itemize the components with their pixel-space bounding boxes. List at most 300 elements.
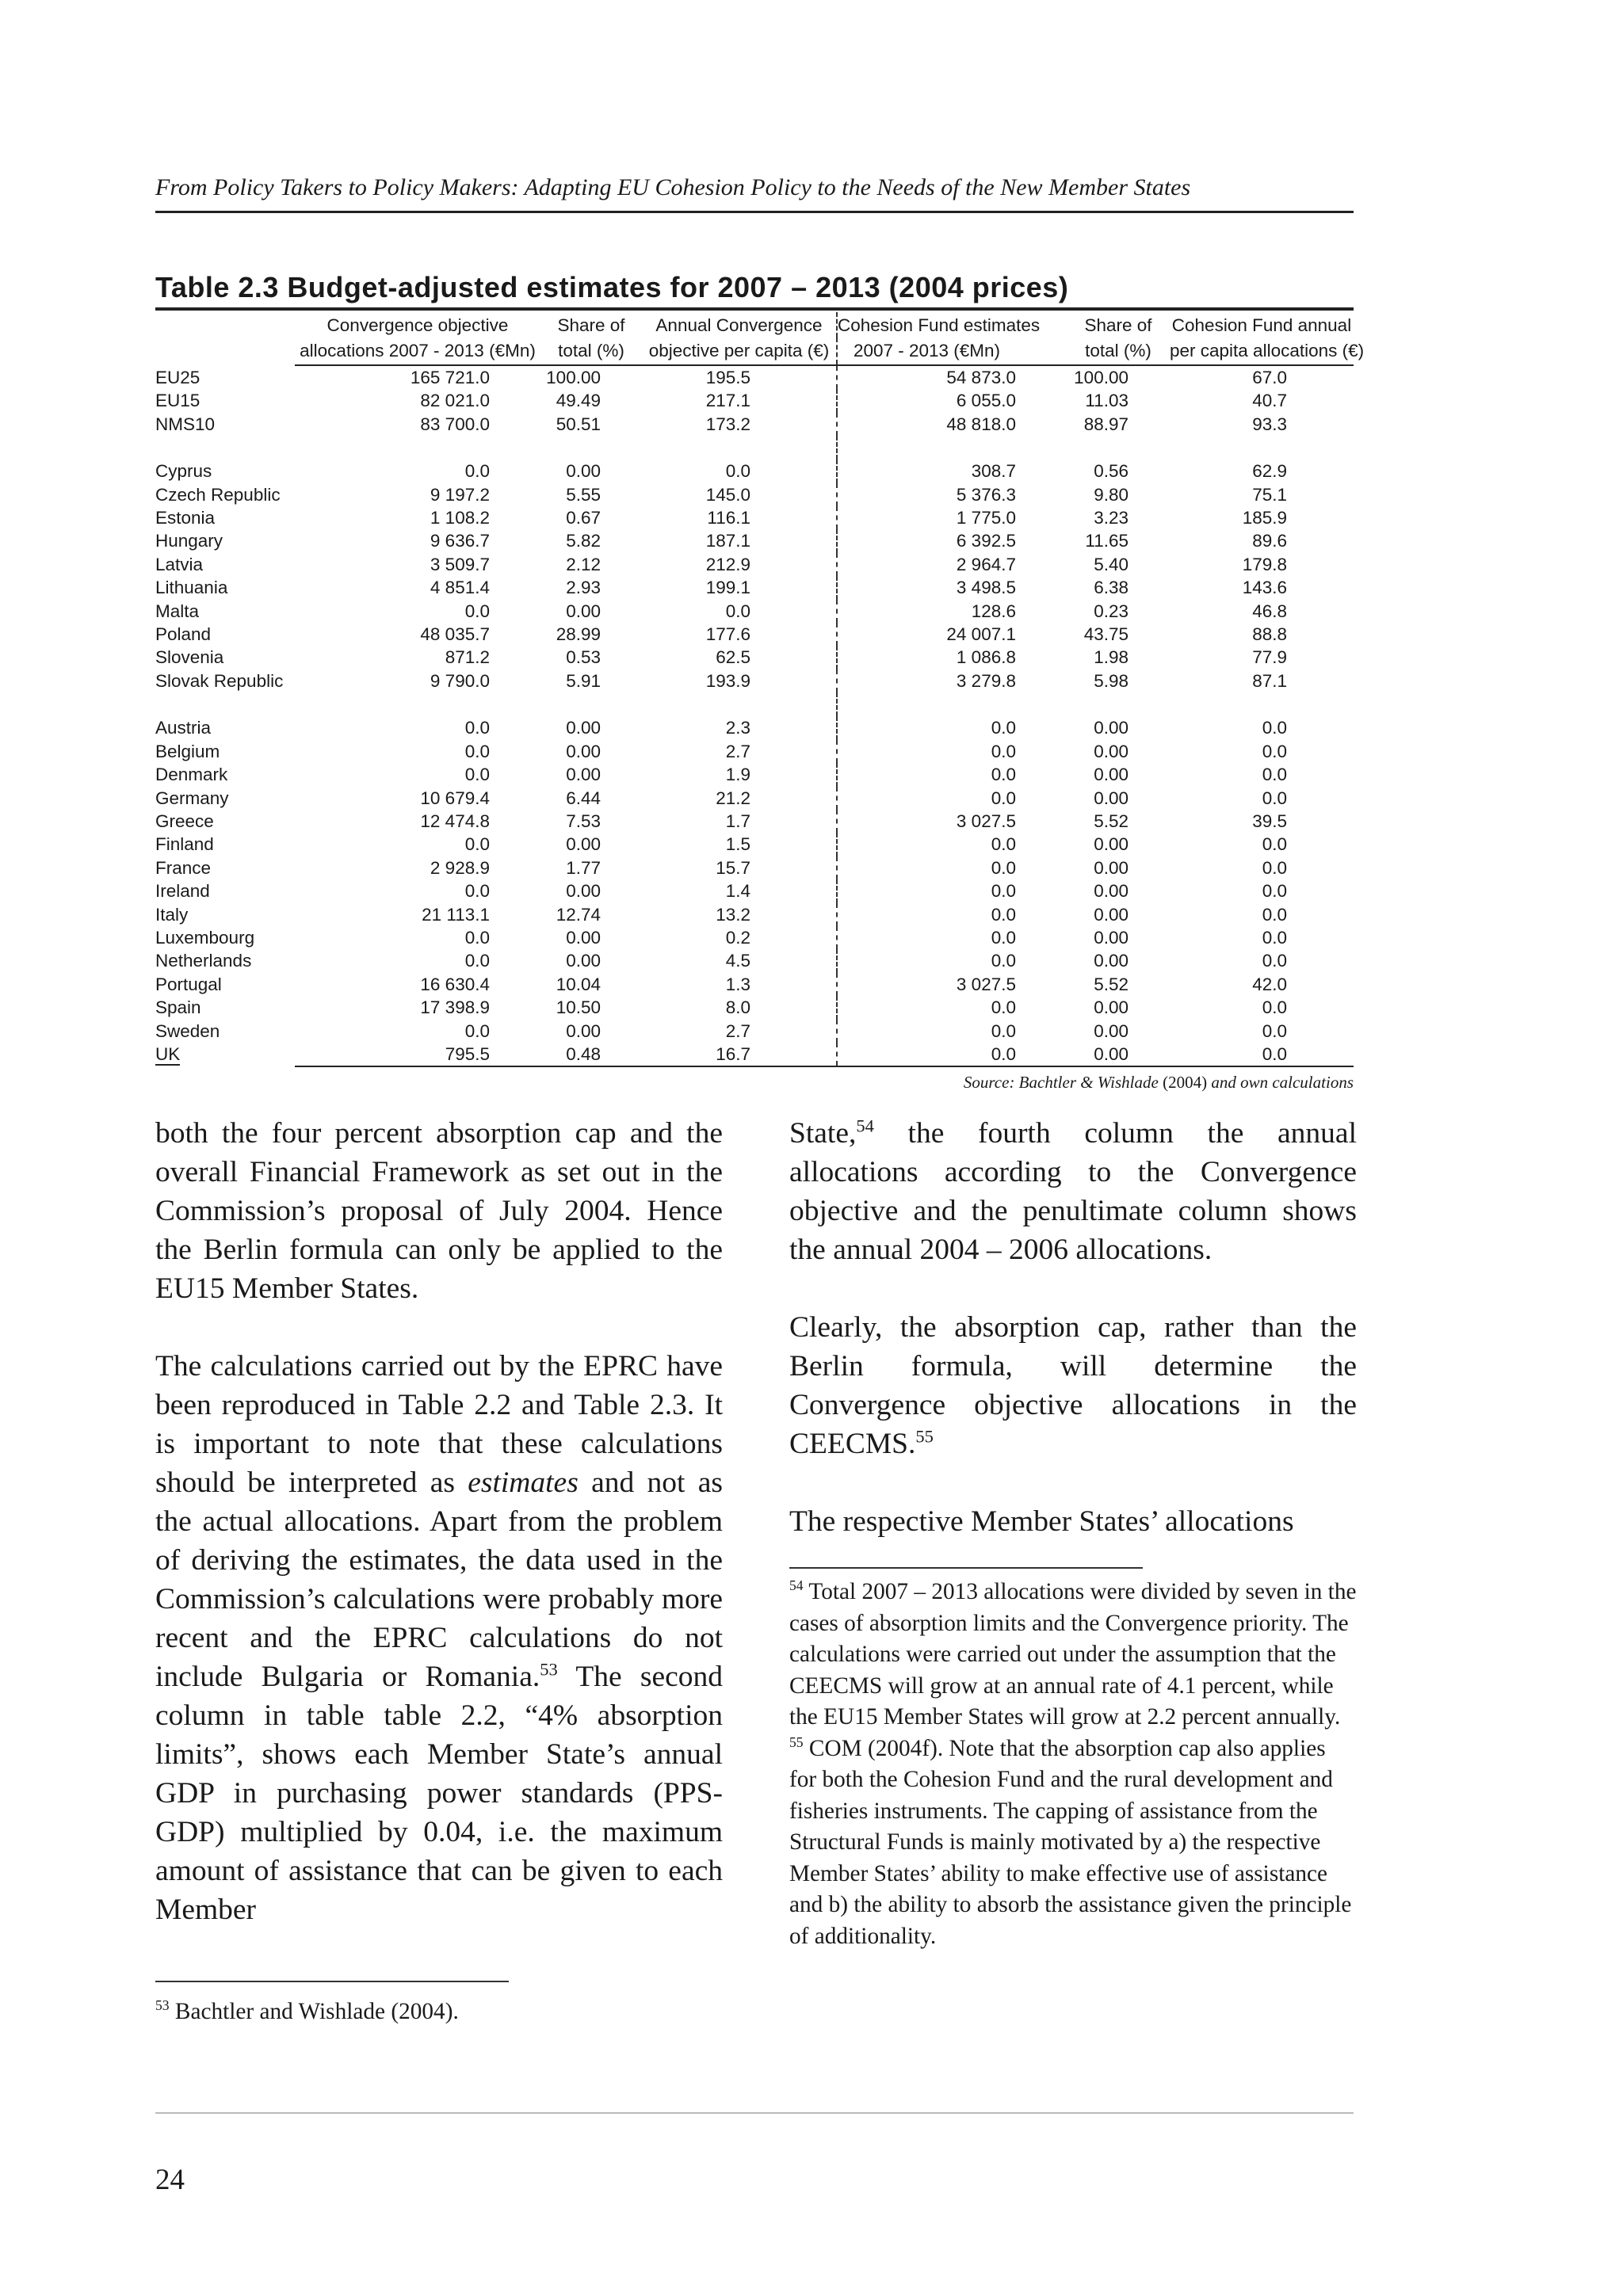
cell-value: 0.00 bbox=[1094, 857, 1128, 878]
table-cell bbox=[837, 460, 1067, 482]
cell-value: 0.00 bbox=[566, 927, 601, 948]
table-cell bbox=[837, 996, 1067, 1019]
cell-value: 0.0 bbox=[1262, 904, 1287, 925]
table-cell bbox=[540, 810, 642, 833]
footnote-ref-55[interactable]: 55 bbox=[915, 1426, 934, 1447]
table-cell bbox=[837, 483, 1067, 506]
table-cell bbox=[295, 529, 540, 552]
table-row bbox=[155, 716, 1354, 739]
table-row bbox=[155, 529, 1354, 552]
table-row bbox=[155, 833, 1354, 856]
table-cell bbox=[1170, 1043, 1354, 1066]
table-cell bbox=[837, 973, 1067, 996]
table-cell bbox=[1170, 833, 1354, 856]
table-cell bbox=[540, 903, 642, 926]
cell-value: 87.1 bbox=[1252, 670, 1287, 691]
table-cell bbox=[837, 600, 1067, 623]
table-cell bbox=[1067, 529, 1170, 552]
table-cell bbox=[1067, 553, 1170, 576]
table-cell bbox=[1170, 740, 1354, 763]
cell-value: 0.0 bbox=[464, 881, 490, 902]
cell-value: 0.56 bbox=[1094, 461, 1128, 482]
table-row bbox=[155, 996, 1354, 1019]
cell-value: 0.00 bbox=[1094, 904, 1128, 925]
table-cell bbox=[1170, 623, 1354, 646]
table-row bbox=[155, 506, 1354, 529]
table-cell bbox=[837, 787, 1067, 810]
table-cell bbox=[540, 623, 642, 646]
cell-value: 0.0 bbox=[464, 951, 490, 971]
cell-value: 88.8 bbox=[1252, 624, 1287, 645]
table-cell bbox=[1170, 413, 1354, 436]
table-cell bbox=[642, 787, 837, 810]
spacer-cell bbox=[155, 436, 295, 460]
cell-value: 128.6 bbox=[971, 601, 1016, 621]
header-label: Cohesion Fund estimates bbox=[837, 312, 1067, 338]
table-cell bbox=[295, 926, 540, 949]
table-cell bbox=[295, 576, 540, 599]
cell-value: 1.98 bbox=[1094, 647, 1128, 668]
table-row bbox=[155, 787, 1354, 810]
header-label: objective per capita (€) bbox=[642, 338, 837, 365]
table-cell bbox=[1067, 365, 1170, 389]
cell-value: 3.23 bbox=[1094, 508, 1128, 528]
row-label bbox=[155, 506, 295, 529]
table-cell bbox=[642, 716, 837, 739]
cell-value: 0.00 bbox=[566, 601, 601, 621]
cell-value: 0.00 bbox=[1094, 765, 1128, 785]
table-row bbox=[155, 389, 1354, 412]
table-cell bbox=[295, 973, 540, 996]
table-cell bbox=[1067, 646, 1170, 669]
cell-value: 308.7 bbox=[971, 461, 1016, 482]
table-cell bbox=[642, 669, 837, 692]
cell-value: 5.55 bbox=[566, 484, 601, 505]
header-label: total (%) bbox=[1067, 338, 1170, 365]
cell-value: 0.0 bbox=[1262, 1020, 1287, 1041]
table-row bbox=[155, 949, 1354, 972]
table-cell bbox=[837, 926, 1067, 949]
table-cell bbox=[642, 506, 837, 529]
table-cell bbox=[642, 623, 837, 646]
spacer-cell bbox=[1170, 436, 1354, 460]
table-cell bbox=[295, 600, 540, 623]
row-label bbox=[155, 600, 295, 623]
cell-value: 1.7 bbox=[725, 810, 750, 831]
cell-value: 0.00 bbox=[1094, 927, 1128, 948]
table-cell bbox=[1067, 833, 1170, 856]
cell-value: 12 474.8 bbox=[420, 810, 490, 831]
row-label-text: Cyprus bbox=[155, 461, 212, 482]
table-row bbox=[155, 460, 1354, 482]
cell-value: 2 928.9 bbox=[430, 857, 490, 878]
cell-value: 871.2 bbox=[445, 647, 490, 668]
cell-value: 0.00 bbox=[566, 718, 601, 738]
header-label: per capita allocations (€) bbox=[1170, 338, 1354, 365]
cell-value: 177.6 bbox=[705, 624, 750, 645]
table-row bbox=[155, 856, 1354, 879]
cell-value: 2.7 bbox=[725, 1020, 750, 1041]
table-cell bbox=[642, 365, 837, 389]
row-label bbox=[155, 1043, 295, 1066]
table-cell bbox=[642, 1020, 837, 1043]
cell-value: 46.8 bbox=[1252, 601, 1287, 621]
header-label: Annual Convergence bbox=[655, 315, 823, 335]
table-cell bbox=[540, 460, 642, 482]
cell-value: 83 700.0 bbox=[420, 414, 490, 434]
table-cell bbox=[540, 1043, 642, 1066]
cell-value: 199.1 bbox=[705, 578, 750, 598]
spacer-cell bbox=[837, 692, 1067, 716]
table-title-rule bbox=[155, 307, 1354, 311]
cell-value: 0.00 bbox=[566, 741, 601, 761]
footnote-text: COM (2004f). Note that the absorption cap also applies for both the Cohesion Fund and the rural development and fisheries instruments. The capping of assistance from the Structural Funds is mainly motivated by a) the respective Member States’ ability to make effective use of assistance and b) the ability to absorb the assistance given the principle of additionality. bbox=[789, 1735, 1352, 1949]
row-label bbox=[155, 996, 295, 1019]
row-label-text: Denmark bbox=[155, 765, 228, 785]
table-cell bbox=[837, 646, 1067, 669]
cell-value: 0.0 bbox=[464, 718, 490, 738]
row-label-text: Finland bbox=[155, 834, 214, 855]
table-cell bbox=[295, 646, 540, 669]
table-cell bbox=[642, 763, 837, 786]
cell-value: 795.5 bbox=[445, 1043, 490, 1064]
table-cell bbox=[540, 646, 642, 669]
cell-value: 88.97 bbox=[1083, 414, 1128, 434]
table-cell bbox=[295, 856, 540, 879]
cell-value: 39.5 bbox=[1252, 810, 1287, 831]
header-label: Share of bbox=[1084, 315, 1152, 335]
cell-value: 0.0 bbox=[991, 997, 1016, 1018]
row-label-text: NMS10 bbox=[155, 414, 216, 434]
row-label-text: Sweden bbox=[155, 1020, 220, 1041]
cell-value: 0.0 bbox=[464, 461, 490, 482]
table-cell bbox=[540, 669, 642, 692]
row-label bbox=[155, 669, 295, 692]
table-row bbox=[155, 879, 1354, 902]
footnote-53 bbox=[155, 1997, 723, 2028]
paragraph bbox=[155, 1347, 723, 1929]
cell-value: 0.0 bbox=[464, 1020, 490, 1041]
table-cell bbox=[540, 833, 642, 856]
table-cell bbox=[1170, 973, 1354, 996]
cell-value: 21.2 bbox=[716, 788, 750, 808]
footnote-55 bbox=[789, 1733, 1357, 1953]
table-cell bbox=[540, 856, 642, 879]
table-cell bbox=[642, 973, 837, 996]
cell-value: 21 113.1 bbox=[422, 904, 490, 925]
header-label: total (%) bbox=[540, 338, 642, 365]
cell-value: 2 964.7 bbox=[956, 554, 1016, 574]
header-label bbox=[155, 338, 295, 365]
spacer-cell bbox=[1170, 692, 1354, 716]
cell-value: 3 498.5 bbox=[956, 578, 1016, 598]
cell-value: 0.0 bbox=[1262, 741, 1287, 761]
cell-value: 0.0 bbox=[1262, 718, 1287, 738]
row-label bbox=[155, 389, 295, 412]
cell-value: 0.00 bbox=[1094, 788, 1128, 808]
cell-value: 217.1 bbox=[705, 391, 750, 411]
table-cell bbox=[1067, 973, 1170, 996]
cell-value: 49.49 bbox=[556, 391, 601, 411]
table-cell bbox=[1170, 716, 1354, 739]
cell-value: 6 392.5 bbox=[956, 531, 1016, 551]
footnote-54 bbox=[789, 1577, 1357, 1733]
cell-value: 17 398.9 bbox=[420, 997, 490, 1018]
cell-value: 0.67 bbox=[566, 508, 601, 528]
cell-value: 0.0 bbox=[991, 765, 1016, 785]
table-cell bbox=[837, 1043, 1067, 1066]
cell-value: 1.3 bbox=[725, 974, 750, 994]
table-cell bbox=[837, 879, 1067, 902]
table-cell bbox=[837, 365, 1067, 389]
cell-value: 0.00 bbox=[1094, 834, 1128, 855]
cell-value: 0.0 bbox=[991, 1043, 1016, 1064]
table-cell bbox=[642, 903, 837, 926]
table-cell bbox=[540, 926, 642, 949]
header-rule bbox=[155, 211, 1354, 213]
cell-value: 0.00 bbox=[566, 461, 601, 482]
cell-value: 1.77 bbox=[566, 857, 601, 878]
cell-value: 0.0 bbox=[991, 927, 1016, 948]
cell-value: 48 035.7 bbox=[420, 624, 490, 645]
table-row bbox=[155, 576, 1354, 599]
row-label-text: Italy bbox=[155, 904, 189, 925]
cell-value: 212.9 bbox=[705, 554, 750, 574]
cell-value: 0.0 bbox=[464, 834, 490, 855]
table-cell bbox=[540, 600, 642, 623]
table-cell bbox=[642, 413, 837, 436]
table-cell bbox=[295, 763, 540, 786]
table-row bbox=[155, 553, 1354, 576]
footnote-number: 54 bbox=[789, 1577, 804, 1594]
spacer-cell bbox=[642, 436, 837, 460]
table-cell bbox=[295, 879, 540, 902]
table-row bbox=[155, 623, 1354, 646]
paragraph bbox=[789, 1114, 1357, 1269]
cell-value: 0.0 bbox=[725, 601, 750, 621]
cell-value: 0.00 bbox=[566, 951, 601, 971]
table-cell bbox=[837, 856, 1067, 879]
text-run: Clearly, the absorption cap, rather than the Berlin formula, will determine the Convergence objective allocations in the CEECMS. bbox=[789, 1311, 1357, 1460]
table-row bbox=[155, 669, 1354, 692]
table-cell bbox=[295, 553, 540, 576]
cell-value: 62.5 bbox=[716, 647, 750, 668]
table-title: Table 2.3 Budget-adjusted estimates for 2007 – 2013 (2004 prices) bbox=[155, 271, 1069, 303]
cell-value: 0.0 bbox=[991, 788, 1016, 808]
table-cell bbox=[1170, 810, 1354, 833]
table-cell bbox=[1067, 856, 1170, 879]
cell-value: 43.75 bbox=[1083, 624, 1128, 645]
row-label bbox=[155, 926, 295, 949]
row-label-text: Spain bbox=[155, 997, 201, 1018]
right-text-column bbox=[789, 1114, 1357, 1580]
cell-value: 0.0 bbox=[991, 904, 1016, 925]
footnote-rule bbox=[155, 1981, 509, 1982]
cell-value: 0.00 bbox=[1094, 718, 1128, 738]
table-cell bbox=[1170, 529, 1354, 552]
cell-value: 4 851.4 bbox=[430, 578, 490, 598]
source-year: (2004) bbox=[1163, 1073, 1208, 1092]
cell-value: 10 679.4 bbox=[420, 788, 490, 808]
table-cell bbox=[295, 716, 540, 739]
cell-value: 62.9 bbox=[1252, 461, 1287, 482]
table-cell bbox=[540, 389, 642, 412]
cell-value: 100.00 bbox=[546, 368, 601, 387]
row-label-text: Slovenia bbox=[155, 647, 224, 668]
table-cell bbox=[1170, 949, 1354, 972]
table-cell bbox=[642, 996, 837, 1019]
cell-value: 0.0 bbox=[991, 857, 1016, 878]
table-cell bbox=[1067, 389, 1170, 412]
cell-value: 6.38 bbox=[1094, 578, 1128, 598]
cell-value: 2.12 bbox=[566, 554, 601, 574]
cell-value: 11.65 bbox=[1085, 531, 1128, 551]
cell-value: 0.0 bbox=[464, 741, 490, 761]
cell-value: 0.00 bbox=[1094, 997, 1128, 1018]
row-label bbox=[155, 529, 295, 552]
group-spacer bbox=[155, 692, 1354, 716]
row-label-text: Austria bbox=[155, 718, 212, 738]
cell-value: 0.0 bbox=[1262, 765, 1287, 785]
spacer-cell bbox=[540, 692, 642, 716]
header-label bbox=[155, 312, 295, 338]
footnotes-right bbox=[789, 1577, 1357, 1952]
table-cell bbox=[540, 716, 642, 739]
table-cell bbox=[1067, 413, 1170, 436]
table-cell bbox=[642, 926, 837, 949]
table-cell bbox=[540, 787, 642, 810]
table-cell bbox=[540, 413, 642, 436]
table-row bbox=[155, 1043, 1354, 1066]
row-label-text: Hungary bbox=[155, 531, 223, 551]
table-body bbox=[155, 365, 1354, 1066]
row-label bbox=[155, 763, 295, 786]
row-label bbox=[155, 460, 295, 482]
table-cell bbox=[295, 740, 540, 763]
table-cell bbox=[837, 529, 1067, 552]
cell-value: 193.9 bbox=[705, 670, 750, 691]
table-row bbox=[155, 903, 1354, 926]
table-cell bbox=[642, 646, 837, 669]
cell-value: 0.48 bbox=[566, 1043, 601, 1064]
table-row bbox=[155, 810, 1354, 833]
row-label-text: Germany bbox=[155, 788, 229, 808]
cell-value: 0.23 bbox=[1094, 601, 1128, 621]
footnote-ref-53[interactable]: 53 bbox=[540, 1659, 558, 1680]
footnote-rule bbox=[789, 1567, 1143, 1569]
table-cell bbox=[837, 810, 1067, 833]
table-cell bbox=[837, 553, 1067, 576]
paragraph bbox=[789, 1308, 1357, 1463]
table-cell bbox=[837, 740, 1067, 763]
cell-value: 5.91 bbox=[566, 670, 601, 691]
table-cell bbox=[1170, 600, 1354, 623]
table-cell bbox=[642, 1043, 837, 1066]
table-cell bbox=[540, 553, 642, 576]
footnote-text: Bachtler and Wishlade (2004). bbox=[174, 1999, 459, 2024]
cell-value: 0.00 bbox=[566, 834, 601, 855]
table-cell bbox=[1067, 460, 1170, 482]
cell-value: 5.82 bbox=[566, 531, 601, 551]
cell-value: 1 775.0 bbox=[956, 508, 1016, 528]
row-label-text: Portugal bbox=[155, 974, 222, 994]
cell-value: 0.0 bbox=[464, 765, 490, 785]
table-cell bbox=[1067, 926, 1170, 949]
table-cell bbox=[1067, 576, 1170, 599]
table-cell bbox=[837, 623, 1067, 646]
table-cell bbox=[642, 529, 837, 552]
spacer-cell bbox=[540, 436, 642, 460]
table-cell bbox=[1067, 716, 1170, 739]
source-authors: Source: Bachtler & Wishlade bbox=[963, 1073, 1159, 1092]
cell-value: 15.7 bbox=[716, 857, 750, 878]
table-header-row-2 bbox=[155, 338, 1354, 365]
cell-value: 3 027.5 bbox=[956, 974, 1016, 994]
row-label-text: Luxembourg bbox=[155, 927, 255, 948]
table-cell bbox=[295, 903, 540, 926]
cell-value: 0.0 bbox=[1262, 788, 1287, 808]
row-label bbox=[155, 483, 295, 506]
cell-value: 9 636.7 bbox=[430, 531, 490, 551]
cell-value: 42.0 bbox=[1252, 974, 1287, 994]
cell-value: 143.6 bbox=[1242, 578, 1287, 598]
table-cell bbox=[1170, 1020, 1354, 1043]
cell-value: 5.40 bbox=[1094, 554, 1128, 574]
cell-value: 82 021.0 bbox=[420, 391, 490, 411]
cell-value: 0.0 bbox=[1262, 834, 1287, 855]
table-cell bbox=[837, 576, 1067, 599]
source-rest: and own calculations bbox=[1211, 1073, 1354, 1092]
cell-value: 0.0 bbox=[991, 741, 1016, 761]
table-cell bbox=[837, 763, 1067, 786]
table-cell bbox=[295, 483, 540, 506]
header-label: Convergence objective bbox=[327, 315, 509, 335]
table-cell bbox=[540, 996, 642, 1019]
table-cell bbox=[642, 460, 837, 482]
table-cell bbox=[642, 856, 837, 879]
paragraph: The respective Member States’ allocations bbox=[789, 1505, 1294, 1538]
table-cell bbox=[540, 973, 642, 996]
table-cell bbox=[642, 879, 837, 902]
cell-value: 16.7 bbox=[716, 1043, 750, 1064]
source-note bbox=[964, 1073, 1354, 1093]
table-cell bbox=[1170, 787, 1354, 810]
cell-value: 173.2 bbox=[705, 414, 750, 434]
table-cell bbox=[540, 506, 642, 529]
table-cell bbox=[1067, 787, 1170, 810]
cell-value: 0.00 bbox=[1094, 881, 1128, 902]
table-cell bbox=[1067, 600, 1170, 623]
group-spacer bbox=[155, 436, 1354, 460]
header-label: allocations 2007 - 2013 (€Mn) bbox=[295, 338, 540, 365]
spacer-cell bbox=[642, 692, 837, 716]
cell-value: 187.1 bbox=[705, 531, 750, 551]
table-cell bbox=[642, 600, 837, 623]
cell-value: 6 055.0 bbox=[956, 391, 1016, 411]
spacer-cell bbox=[1067, 436, 1170, 460]
cell-value: 1.4 bbox=[725, 881, 750, 902]
cell-value: 0.0 bbox=[725, 461, 750, 482]
table-cell bbox=[837, 1020, 1067, 1043]
row-label-text: Ireland bbox=[155, 881, 210, 902]
table-cell bbox=[540, 949, 642, 972]
cell-value: 48 818.0 bbox=[946, 414, 1016, 434]
table-cell bbox=[642, 553, 837, 576]
header-label: Cohesion Fund annual bbox=[1171, 315, 1352, 335]
cell-value: 28.99 bbox=[556, 624, 601, 645]
footnote-ref-54[interactable]: 54 bbox=[856, 1116, 874, 1136]
table-cell bbox=[1170, 483, 1354, 506]
